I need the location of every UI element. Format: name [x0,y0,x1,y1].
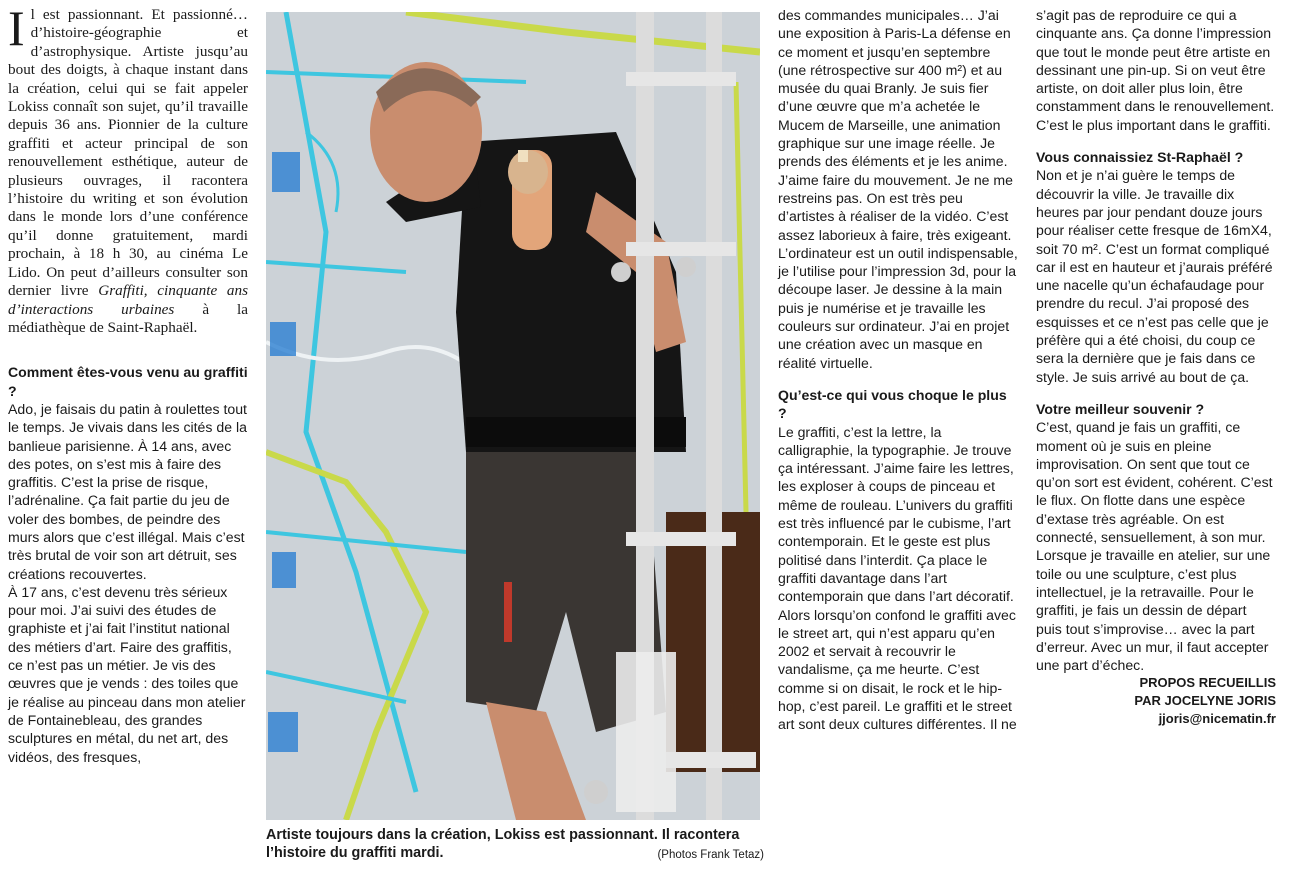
byline-line-1: PROPOS RECUEILLIS [1139,675,1276,691]
intro-text-a: l est passionnant. Et passionné… d’histoire-géographie et d’astrophysique. Artiste jusqu’au bout des doigts, à chaque instant dans la création, celui qui se fait appeler Lokiss connaît son sujet, qu’il travaille depuis 36 ans. Pionnier de la culture graffiti et acteur principal de son renouvellement esthétique, auteur de plusieurs ouvrages, il racontera l’histoire du writing et son évolution dans le monde lors d’une conférence qu’il donne gratuitement, mardi prochain, à 18 h 30, au cinéma Le Lido. On peut d’ailleurs consulter son dernier livre [8,6,248,300]
caption-text: Artiste toujours dans la création, Lokiss est passionnant. Il racontera l’histoire du graffiti mardi. [266,827,740,862]
article-photo [266,12,760,820]
byline-line-2: PAR JOCELYNE JORIS [1134,693,1276,709]
question-4: Votre meilleur souvenir ? [1036,400,1205,417]
answer-2-continued: s’agit pas de reproduire ce qui a cinquante ans. Ça donne l’impression que tout le monde peut être artiste en dessinant une pin-up. Si on veut être artiste, on doit aller plus loin, être constamment dans le renouvellement. C’est le plus important dans le graffiti. [1036,7,1275,133]
article-column-4 [1036,6,1276,728]
photo-illustration [266,12,760,820]
book-title: Graffiti, cinquante ans d’interactions urbaines [8,282,248,318]
question-1: Comment êtes-vous venu au graffiti ? [8,364,248,399]
drop-cap: I [8,0,25,56]
answer-1-paragraph-1: Ado, je faisais du patin à roulettes tout le temps. Je vivais dans les cités de la banlieue parisienne. À 14 ans, avec des potes, on s’est mis à faire des graffitis. C’est la prise de risque, l’adrénaline. Ça fait partie du jeu de voler des bombes, de peindre des murs alors que c’est illégal. Mais c’est très brutal de voir son art détruit, ses créations recouvertes. [8,400,247,582]
answer-4: C’est, quand je fais un graffiti, ce moment où je suis en pleine improvisation. On sent que tout ce qu’on sort est évident, cohérent. C’est le flux. On flotte dans une espèce d’extase très agréable. On est connecté, sensuellement, à son mur. Lorsque je travaille en atelier, sur une toile ou une sculpture, c’est plus intellectuel, je la retravaille. Pour le graffiti, je fais un dessin de départ puis tout s’improvise… avec la part d’erreur. Avec un mur, il faut accepter une part d’échec. [1036,419,1273,674]
intro-text-b: à la médiathèque de Saint-Raphaël. [8,300,248,336]
author-email[interactable]: jjoris@nicematin.fr [1158,711,1276,727]
question-2: Qu’est-ce qui vous choque le plus ? [778,386,1007,422]
answer-1-continued: des commandes municipales… J’ai une exposition à Paris-La défense en ce moment et jusqu’en septembre (une rétrospective sur 400 m²) et au musée du quai Branly. Je suis fier d’une œuvre que m’a achetée le Mucem de Marseille, une animation graphique sur une image réelle. Je prends des éléments et je les anime. J’aime faire du mouvement. Je ne me restreins pas. On est très peu d’artistes à réaliser de la vidéo. C’est assez laborieux à faire, très exigeant. L’ordinateur est un outil indispensable, je l’utilise pour l’impression 3d, pour la découpe laser. Je dessine à la main puis je numérise et je travaille les couleurs sur ordinateur. J’ai en projet une création avec un masque en réalité virtuelle. [778,7,1018,371]
article-column-1 [8,0,248,766]
answer-3: Non et je n’ai guère le temps de découvrir la ville. Je travaille dix heures par jour pendant douze jours pour réaliser cette fresque de 16mX4, soit 70 m². C’est un format compliqué car il est en hauteur et j’aurais préféré une nacelle qu’un échafaudage pour prendre du recul. J’ai proposé des esquisses et ce n’est pas celle que je préfère qui a été choisi, du coup ce sera la dernière que je fais dans ce style. Je suis arrivé au bout de ça. [1036,167,1273,385]
photo-caption [266,826,764,865]
photo-credit: (Photos Frank Tetaz) [657,849,764,862]
answer-2: Le graffiti, c’est la lettre, la calligraphie, la typographie. Je trouve ça intéressant. J’aime faire les lettres, les exploser à coups de pinceau et même de rouleau. L’univers du graffiti est très influencé par le cubisme, l’art contemporain. Et le geste est plus politisé dans l’interdit. Ça place le graffiti davantage dans l’art contemporain que dans l’art décoratif. Alors lorsqu’on confond le graffiti avec le street art, qui n’est apparu qu’en 2002 et servait à recouvrir le vandalisme, ça me heurte. C’est comme si on disait, le rock et le hip-hop, c’est pareil. Le graffiti et le street art sont deux cultures différentes. Il ne [778,423,1017,733]
intro-paragraph [8,0,248,337]
article-column-3 [778,6,1018,734]
answer-1-paragraph-2: À 17 ans, c’est devenu très sérieux pour moi. J’ai suivi des études de graphiste et j’ai fait l’institut national des métiers d’art. Faire des graffitis, ce n’est pas un métier. Je vis des œuvres que je vends : des toiles que je réalise au pinceau dans mon atelier de Fontainebleau, des grandes sculptures en métal, du net art, des vidéos, des fresques, [8,583,246,765]
question-3: Vous connaissiez St-Raphaël ? [1036,149,1244,166]
